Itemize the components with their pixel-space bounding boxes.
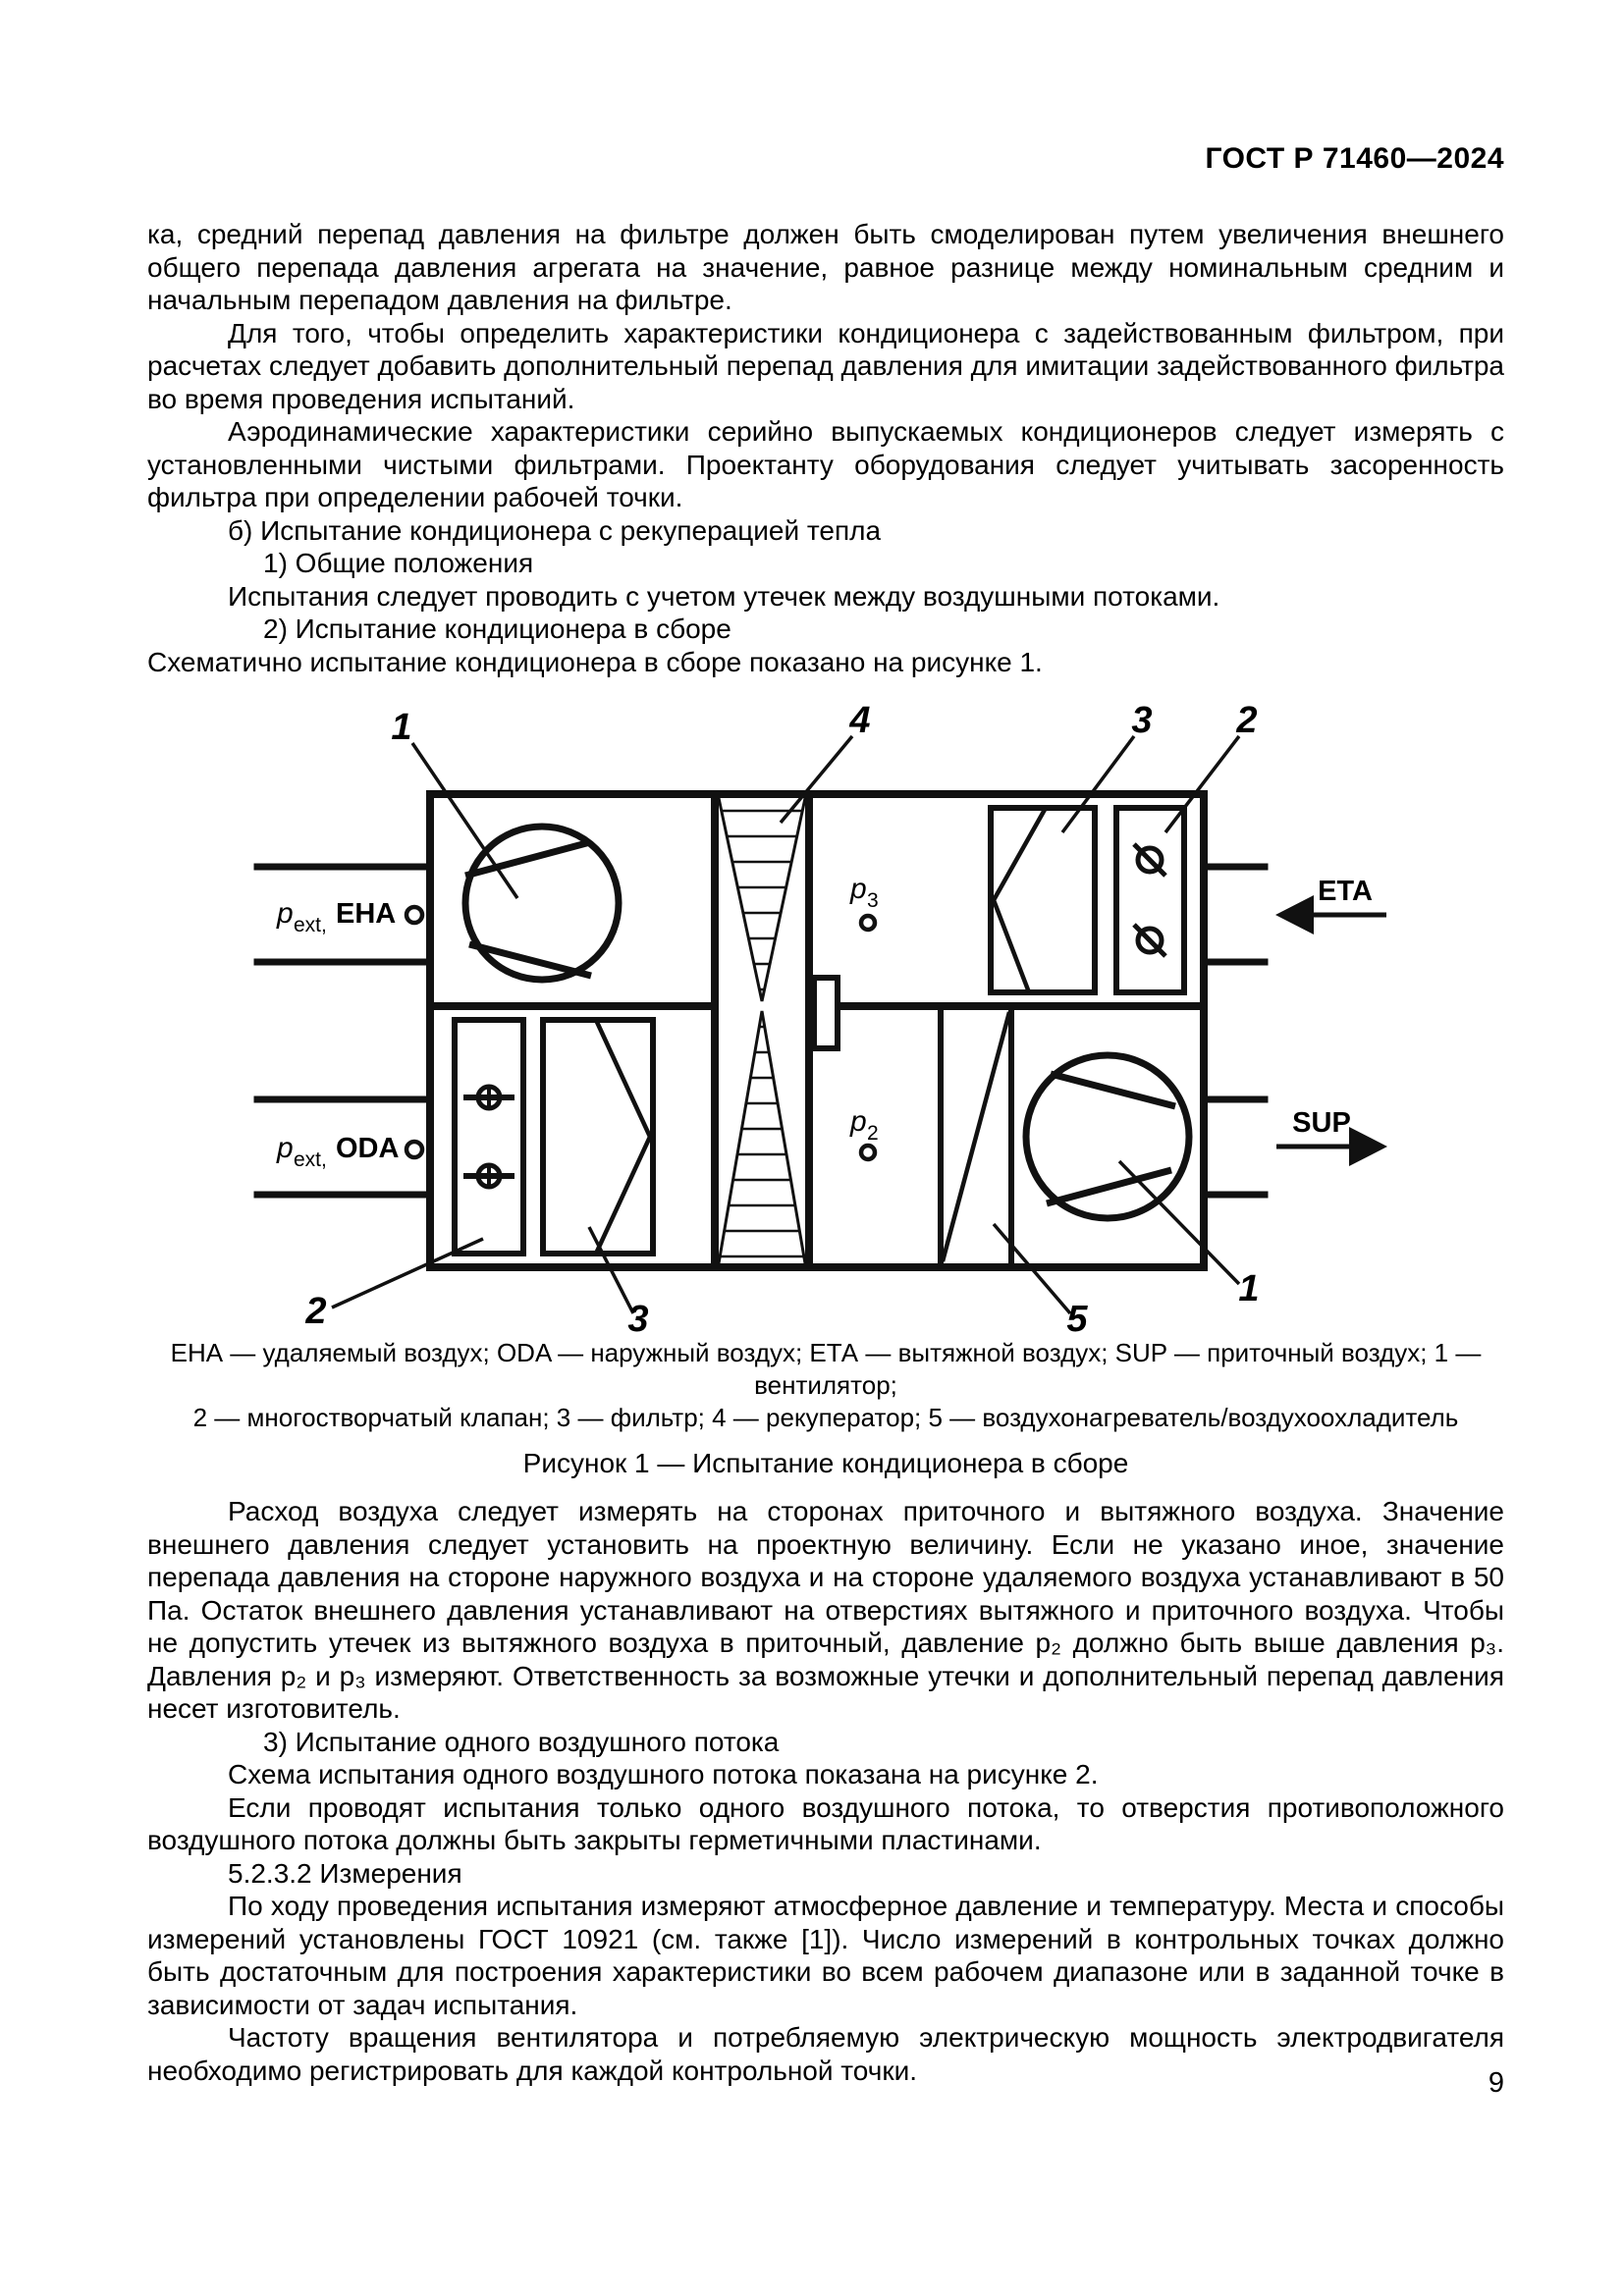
filter-top-symbol <box>991 808 1095 992</box>
pressure-tap-eha <box>406 907 422 923</box>
p2-symbol: p <box>850 1105 867 1138</box>
callout-filter-top: 3 <box>1131 700 1153 741</box>
filter-bottom-symbol <box>543 1020 653 1254</box>
recuperator-bypass-box <box>814 978 838 1048</box>
list-item-b: б) Испытание кондиционера с рекуперацией тепла <box>228 514 882 546</box>
heater-cooler-symbol <box>941 1006 1011 1267</box>
fan-bottom-symbol <box>1026 1055 1189 1218</box>
section-heading-5232: 5.2.3.2 Измерения <box>228 1857 462 1889</box>
p-ext-eha-symbol: p <box>277 897 294 930</box>
list-item-3: 3) Испытание одного воздушного потока <box>263 1726 780 1757</box>
list-item-1: 1) Общие положения <box>263 548 534 578</box>
figure-legend <box>147 1337 1504 1434</box>
p-ext-eha-subscript: ext, <box>294 914 327 936</box>
eta-label: ETA <box>1318 876 1373 907</box>
paragraph: Если проводят испытания только одного воздушного потока, то отверстия противоположного воздушного потока должны быть закрыты герметичными пластинами. <box>147 1791 1504 1855</box>
pressure-tap-oda <box>406 1142 422 1157</box>
paragraph: Для того, чтобы определить характеристики кондиционера с задействованным фильтром, при расчетах следует добавить дополнительный перепад давления для имитации задействованного фильтра во время проведения испытаний. <box>147 317 1504 414</box>
p2-subscript: 2 <box>867 1122 879 1145</box>
text-block-bottom <box>147 1495 1504 2087</box>
figure-legend-line2: 2 — многостворчатый клапан; 3 — фильтр; 4 — рекуператор; 5 — воздухонагреватель/воздухоохладитель <box>192 1403 1459 1432</box>
page-number: 9 <box>1488 2067 1504 2099</box>
p-ext-oda-subscript: ext, <box>294 1148 327 1171</box>
recuperator-symbol <box>719 798 838 1263</box>
paragraph: Испытания следует проводить с учетом утечек между воздушными потоками. <box>228 580 1220 612</box>
figure-caption: Рисунок 1 — Испытание кондиционера в сборе <box>522 1448 1129 1478</box>
oda-label: ODA <box>336 1133 400 1164</box>
paragraph: Схематично испытание кондиционера в сборе показано на рисунке 1. <box>147 646 1043 677</box>
damper-bottom-symbol <box>455 1020 523 1254</box>
callout-recuperator: 4 <box>849 700 871 741</box>
callout-heater: 5 <box>1066 1299 1088 1335</box>
sup-label: SUP <box>1292 1107 1351 1139</box>
paragraph: Расход воздуха следует измерять на сторонах приточного и вытяжного воздуха. Значение внешнего давления следует установить на проектную величину. Если не указано иное, значение перепада давления на стороне наружного воздуха и на стороне удаляемого воздуха устанавливают в 50 Па. Остаток внешнего давления устанавливают на отверстиях вытяжного и приточного воздуха. Чтобы не допустить утечек из вытяжного воздуха в приточный, давление p₂ должно быть выше давления p₃. Давления p₂ и p₃ измеряют. Ответственность за возможные утечки и дополнительный перепад давления несет изготовитель. <box>147 1496 1504 1724</box>
p3-symbol: p <box>850 873 867 905</box>
callout-fan-top: 1 <box>391 707 412 748</box>
callout-filter-bottom: 3 <box>627 1299 649 1335</box>
pressure-tap-p3 <box>861 916 875 930</box>
paragraph: Частоту вращения вентилятора и потребляемую электрическую мощность электродвигателя необходимо регистрировать для каждой контрольной точки. <box>147 2022 1504 2086</box>
eha-label: EHA <box>336 898 397 930</box>
pressure-tap-p2 <box>861 1146 875 1159</box>
text-block-top <box>147 218 1504 678</box>
paragraph: По ходу проведения испытания измеряют атмосферное давление и температуру. Места и способы измерений установлены ГОСТ 10921 (см. также [1]). Число измерений в контрольных точках должно быть достаточным для построения характеристики во всем рабочем диапазоне или в заданной точке в зависимости от задач испытания. <box>147 1891 1504 2020</box>
p3-subscript: 3 <box>867 889 879 912</box>
figure-1 <box>147 682 1504 1335</box>
fan-top-symbol <box>465 827 619 980</box>
paragraph: Схема испытания одного воздушного потока показана на рисунке 2. <box>228 1759 1099 1789</box>
list-item-2: 2) Испытание кондиционера в сборе <box>263 614 731 644</box>
page-title: ГОСТ Р 71460—2024 <box>1205 142 1504 175</box>
paragraph: ка, средний перепад давления на фильтре должен быть смоделирован путем увеличения внешнего общего перепада давления агрегата на значение, равное разнице между номинальным средним и начальным перепадом давления на фильтре. <box>147 219 1504 315</box>
figure-legend-line1: ЕНА — удаляемый воздух; ODA — наружный воздух; ЕТА — вытяжной воздух; SUP — приточный воздух; 1 — вентилятор; <box>170 1338 1482 1400</box>
callout-damper-top: 2 <box>1236 700 1258 741</box>
callout-leaders <box>332 736 1239 1313</box>
p-ext-oda-symbol: p <box>277 1132 294 1164</box>
callout-damper-bottom: 2 <box>305 1291 327 1332</box>
damper-top-symbol <box>1116 808 1184 992</box>
ahu-test-diagram <box>245 682 1424 1335</box>
callout-fan-bottom: 1 <box>1238 1268 1260 1309</box>
paragraph: Аэродинамические характеристики серийно выпускаемых кондиционеров следует измерять с установленными чистыми фильтрами. Проектанту оборудования следует учитывать засоренность фильтра при определении рабочей точки. <box>147 416 1504 512</box>
